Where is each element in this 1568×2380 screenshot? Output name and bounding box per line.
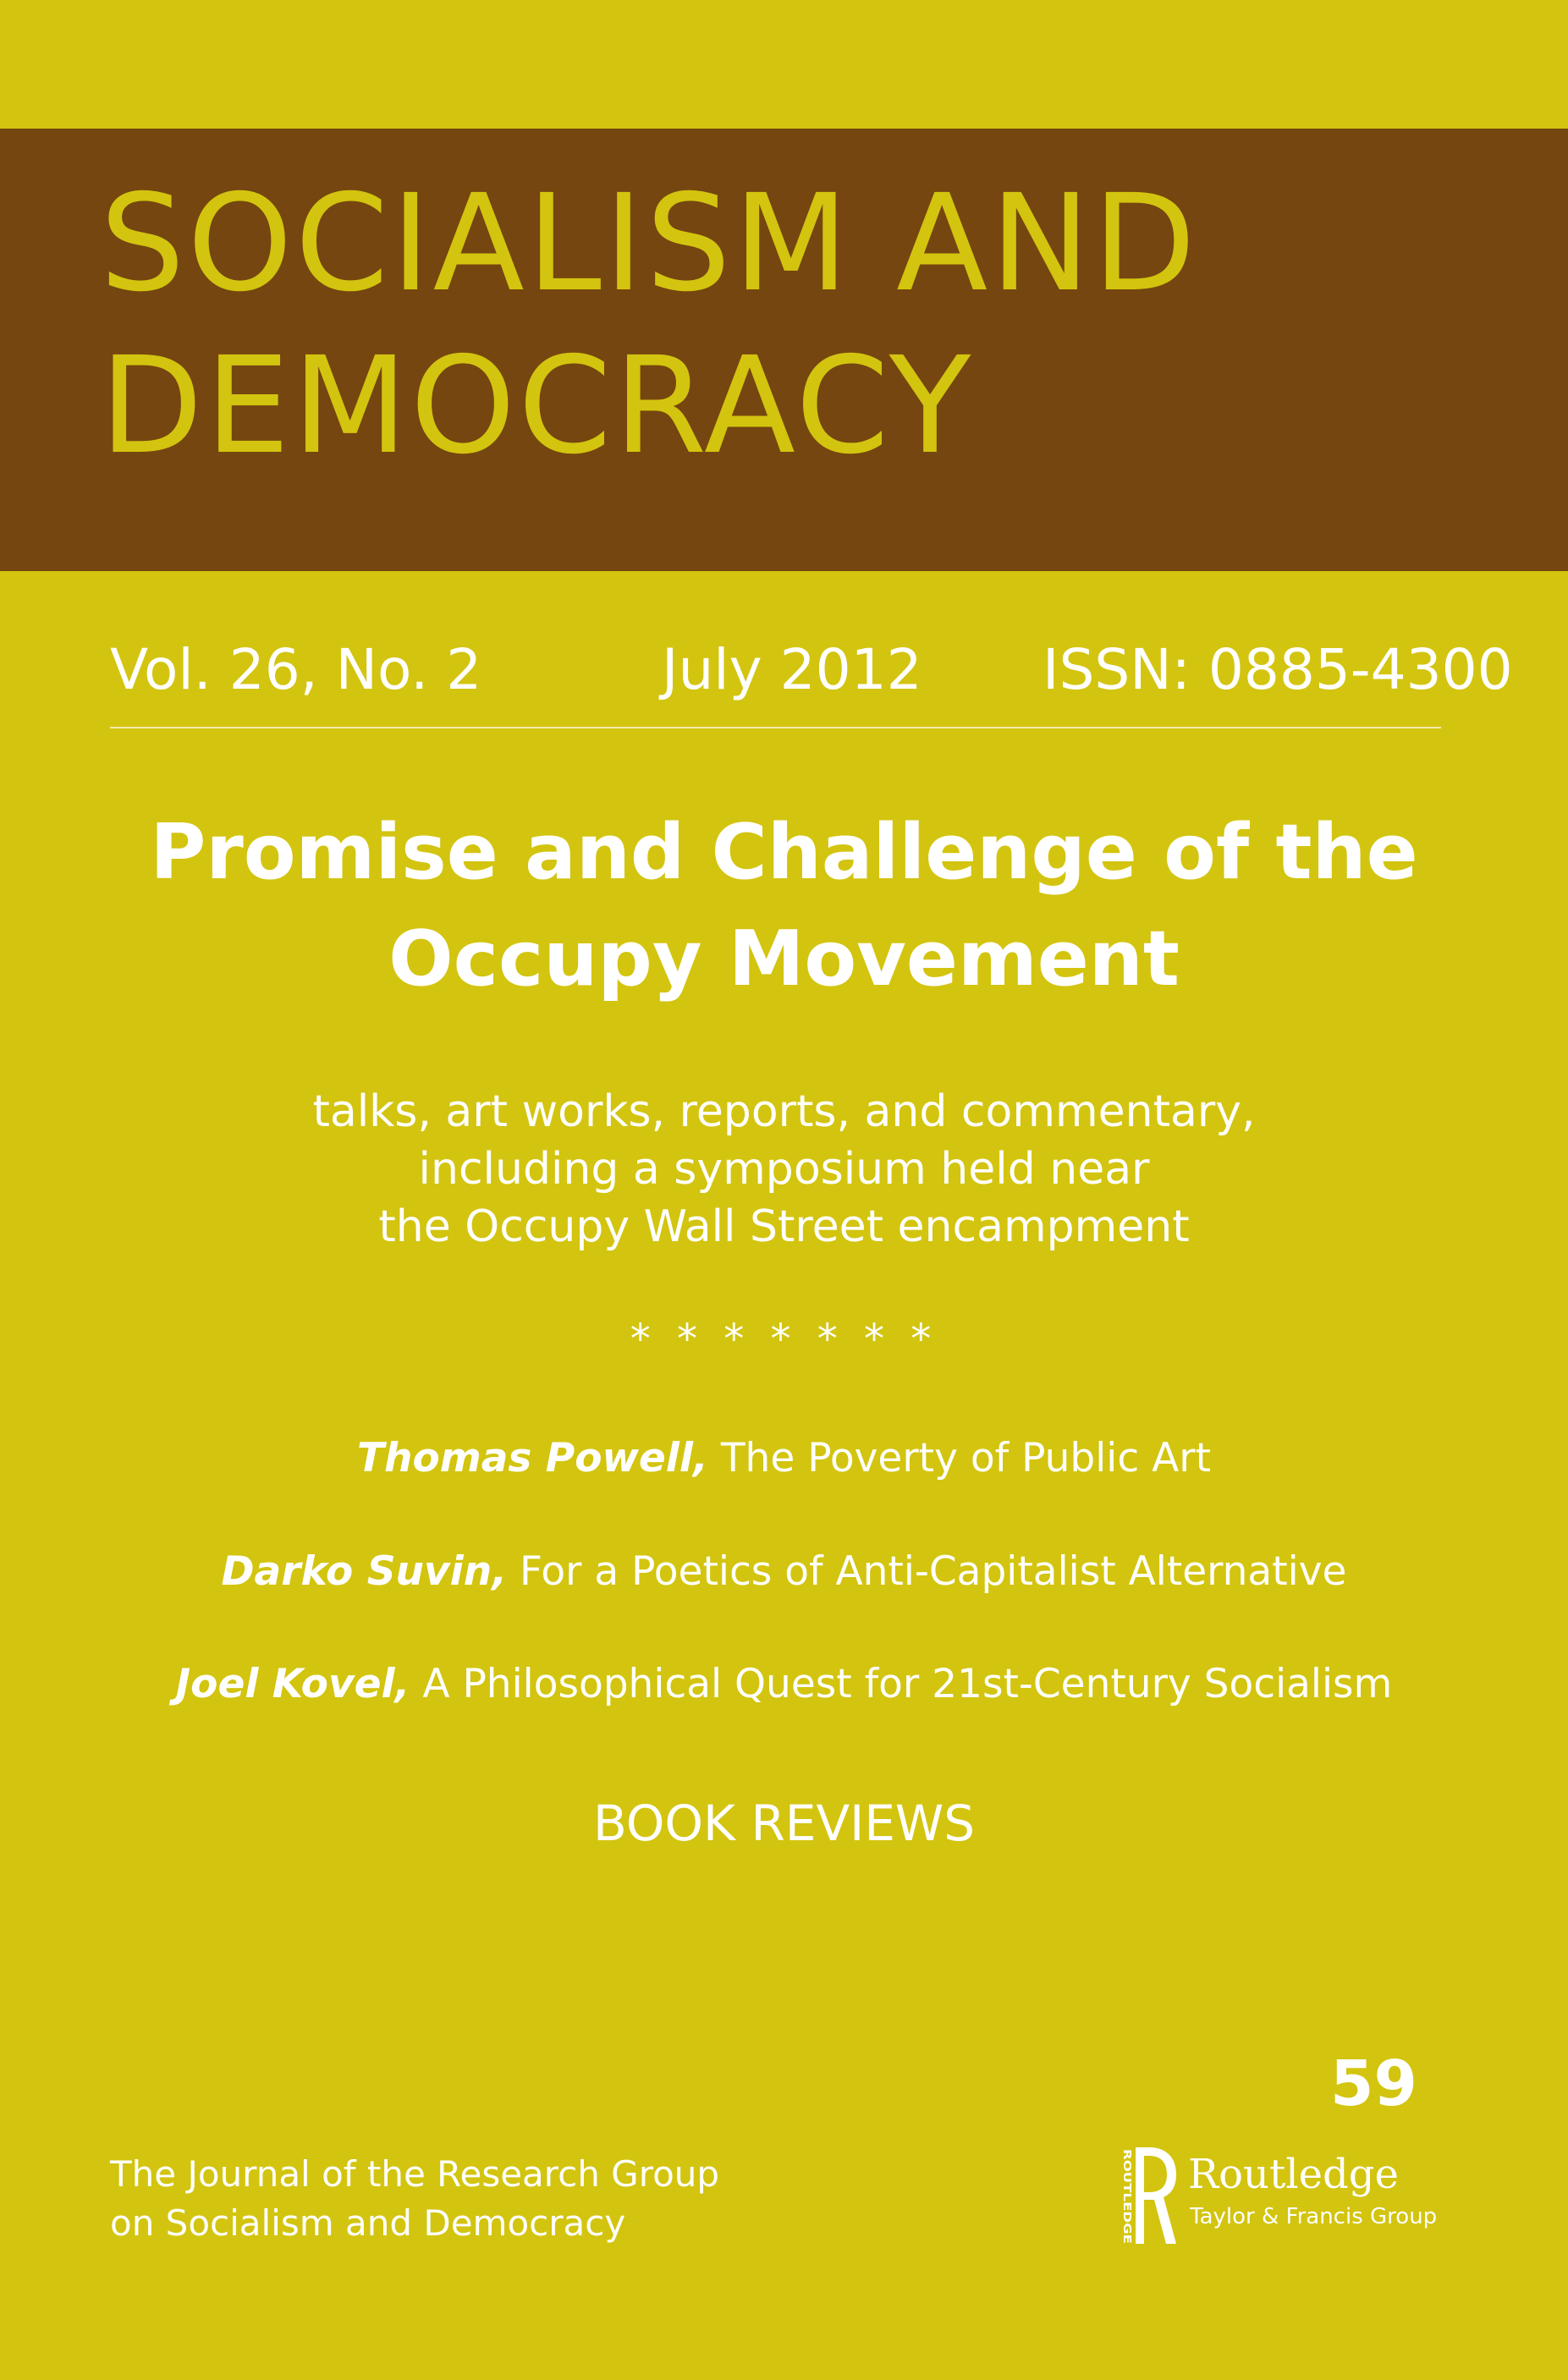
publisher-logo <box>1115 2146 1471 2247</box>
issue-title <box>0 800 1568 1013</box>
issue-subtitle-line-2: including a symposium held near <box>418 1144 1150 1195</box>
article-author: Thomas Powell, <box>356 1435 708 1481</box>
journal-title-line-2: DEMOCRACY <box>100 328 974 484</box>
journal-title <box>100 162 1538 487</box>
journal-description-line-2: on Socialism and Democracy <box>110 2202 626 2244</box>
journal-description-line-1: The Journal of the Research Group <box>110 2153 720 2195</box>
publisher-group: Taylor & Francis Group <box>1190 2204 1438 2229</box>
journal-title-line-1: SOCIALISM AND <box>100 166 1199 322</box>
svg-text:ROUTLEDGE: ROUTLEDGE <box>1121 2149 1133 2218</box>
separator-stars: * * * * * * * <box>630 1316 938 1363</box>
article-item <box>0 1657 1568 1712</box>
volume-number: Vol. 26, No. 2 <box>110 637 482 702</box>
article-author: Darko Suvin, <box>221 1548 508 1595</box>
routledge-logo-icon <box>1115 2146 1178 2247</box>
issue-number: 59 <box>1330 2047 1417 2120</box>
article-item <box>0 1545 1568 1599</box>
issn: ISSN: 0885-4300 <box>1043 637 1513 702</box>
journal-description <box>110 2150 719 2248</box>
issue-title-line-1: Promise and Challenge of the <box>150 808 1418 897</box>
article-title: For a Poetics of Anti-Capitalist Alternative <box>520 1548 1347 1595</box>
issue-date: July 2012 <box>662 637 922 702</box>
article-title: The Poverty of Public Art <box>720 1435 1212 1481</box>
issue-subtitle <box>0 1083 1568 1256</box>
issue-subtitle-line-3: the Occupy Wall Street encampment <box>378 1201 1190 1252</box>
article-item <box>0 1432 1568 1486</box>
divider-rule <box>110 727 1441 728</box>
issue-subtitle-line-1: talks, art works, reports, and commentary, <box>312 1086 1256 1137</box>
issue-title-line-2: Occupy Movement <box>388 915 1180 1003</box>
article-author: Joel Kovel, <box>175 1661 410 1707</box>
book-reviews-heading: BOOK REVIEWS <box>592 1795 976 1852</box>
article-title: A Philosophical Quest for 21st-Century Socialism <box>422 1661 1393 1707</box>
publisher-name: Routledge <box>1188 2151 1399 2198</box>
